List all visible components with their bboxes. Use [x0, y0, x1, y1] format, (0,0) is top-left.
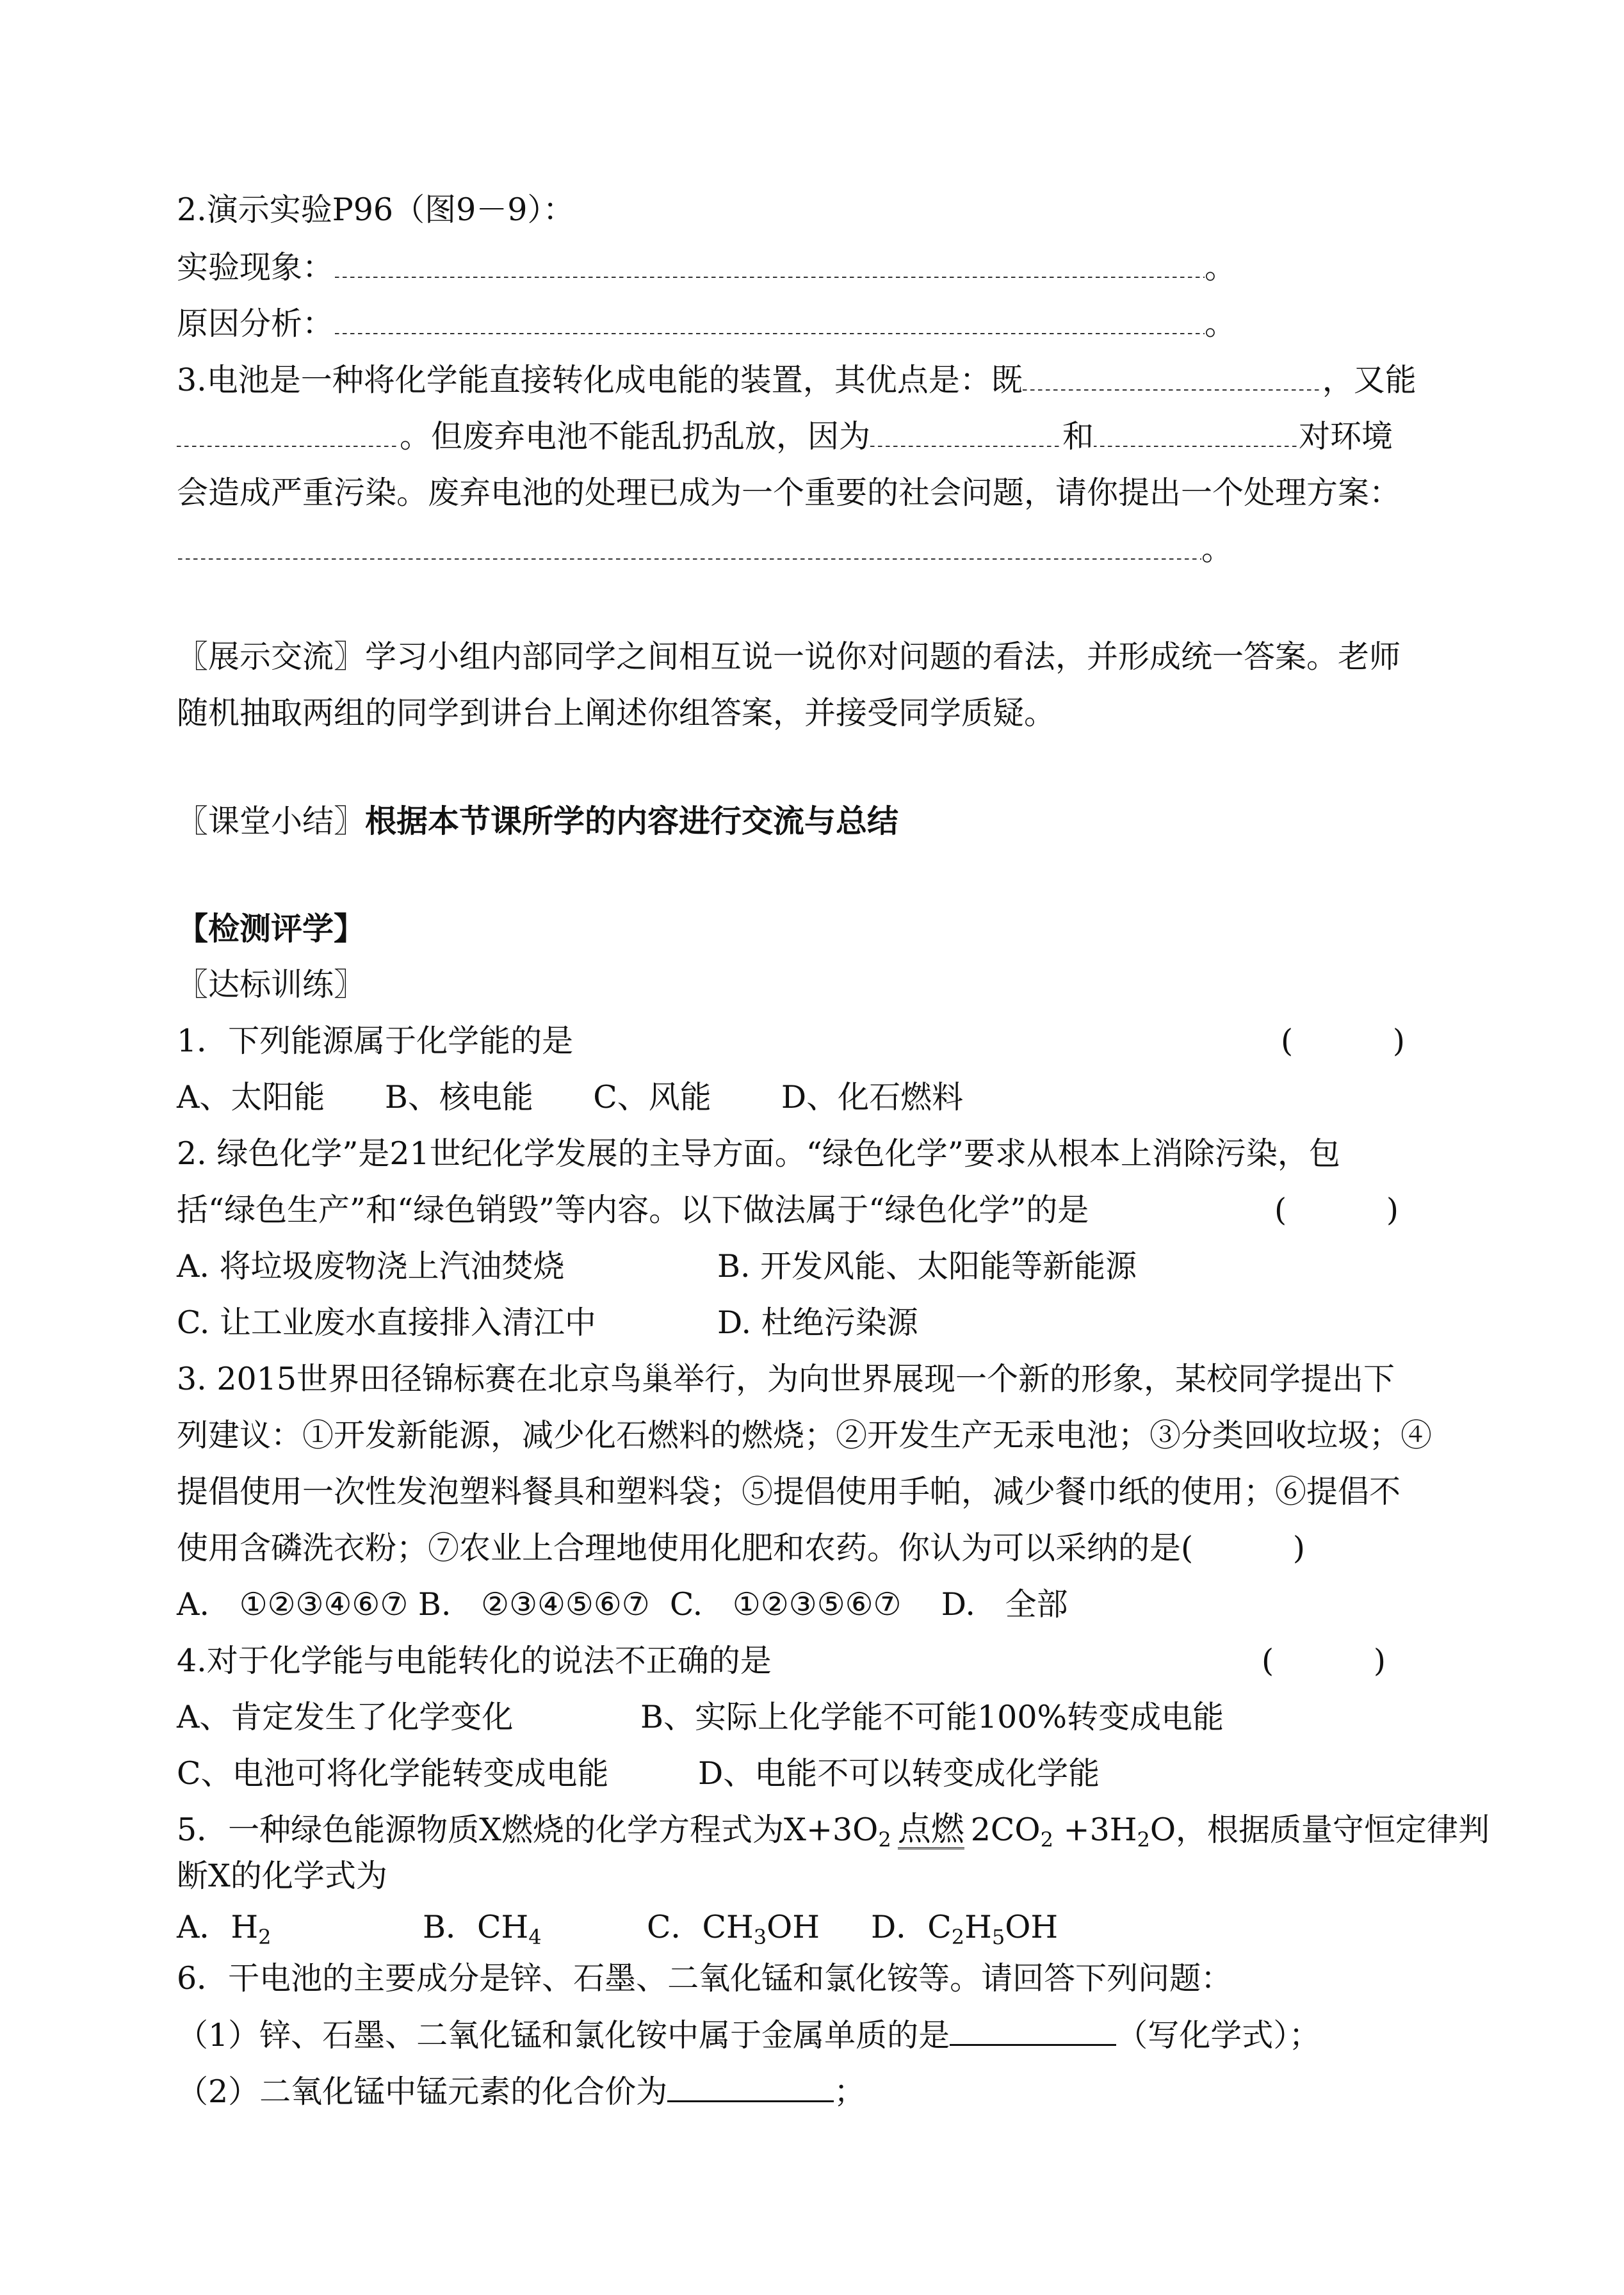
p2-option-a: A. 将垃圾废物浇上汽油焚烧 [177, 1248, 565, 1285]
observation-blank[interactable] [334, 250, 1205, 278]
p4-answer-paren[interactable]: ( ) [1262, 1642, 1386, 1679]
subscript: 2 [1137, 1828, 1150, 1852]
p6-text: （写化学式）； [1116, 2017, 1320, 2054]
period: 。 [1205, 305, 1237, 342]
q2-reason-line [177, 305, 1236, 343]
p5-text: O，根据质量守恒定律判 [1149, 1812, 1490, 1848]
p4-option-a: A、肯定发生了化学变化 [177, 1699, 514, 1735]
subscript: 2 [1040, 1828, 1053, 1852]
pollutant-blank-2[interactable] [1094, 419, 1299, 447]
p5-text: +3H [1063, 1812, 1137, 1848]
q3-line-4 [177, 530, 1233, 569]
observation-label: 实验现象： [177, 249, 334, 286]
p5-line-2: 断X的化学式为 [177, 1858, 387, 1894]
q2-title: 2.演示实验P96（图9－9）： [177, 191, 574, 228]
assess-title: 【检测评学】 [177, 910, 366, 947]
advantage-blank-1[interactable] [1023, 362, 1322, 391]
reason-blank[interactable] [334, 306, 1205, 334]
p5-option-d [871, 1908, 1058, 1947]
q3-text: 和 [1062, 418, 1094, 455]
p5-option-a [177, 1908, 271, 1947]
option-text: OH [1005, 1909, 1059, 1945]
p2-option-b: B. 开发风能、太阳能等新能源 [717, 1248, 1137, 1285]
p5-option-c [647, 1908, 820, 1947]
q3-line-2 [177, 418, 1393, 456]
metal-element-blank[interactable] [950, 2016, 1116, 2046]
subscript: 2 [951, 1925, 965, 1949]
p1-answer-paren[interactable]: ( ) [1281, 1023, 1405, 1059]
p4-stem: 4.对于化学能与电能转化的说法不正确的是 [177, 1642, 772, 1679]
p5-text: 2CO [970, 1812, 1041, 1848]
valence-blank[interactable] [667, 2072, 834, 2102]
subscript: 3 [753, 1925, 767, 1949]
p3-line-3: 提倡使用一次性发泡塑料餐具和塑料袋；⑤提倡使用手帕，减少餐巾纸的使用；⑥提倡不 [177, 1473, 1401, 1510]
q3-line-1 [177, 361, 1417, 400]
option-text: B．CH [423, 1909, 529, 1945]
assess-sub: 〖达标训练〗 [177, 966, 366, 1003]
option-text: C．CH [647, 1909, 754, 1945]
subscript: 5 [991, 1925, 1005, 1949]
q3-text: 。但废弃电池不能乱扔乱放，因为 [400, 418, 871, 455]
q2-observation-line [177, 248, 1236, 287]
solution-blank[interactable] [177, 531, 1201, 560]
q3-text: ，又能 [1322, 362, 1417, 398]
exchange-line-1: 〖展示交流〗学习小组内部同学之间相互说一说你对问题的看法，并形成统一答案。老师 [177, 638, 1401, 675]
p1-options: A、太阳能 B、核电能 C、风能 D、化石燃料 [177, 1079, 964, 1115]
subscript: 4 [528, 1925, 542, 1949]
q3-text: 3.电池是一种将化学能直接转化成电能的装置，其优点是：既 [177, 362, 1023, 398]
p4-option-d: D、电能不可以转变成化学能 [698, 1755, 1100, 1792]
p2-option-d: D. 杜绝污染源 [717, 1304, 918, 1341]
pollutant-blank-1[interactable] [870, 419, 1062, 447]
p6-sub-1 [177, 2016, 1320, 2055]
option-text: OH [767, 1909, 820, 1945]
p6-text: ； [834, 2073, 866, 2110]
subscript: 2 [878, 1828, 891, 1852]
summary-line [177, 802, 898, 841]
period: 。 [1205, 249, 1237, 286]
p3-line-4: 使用含磷洗衣粉；⑦农业上合理地使用化肥和农药。你认为可以采纳的是( ) [177, 1530, 1305, 1566]
p2-answer-paren[interactable]: ( ) [1274, 1192, 1399, 1228]
option-text: H [964, 1909, 992, 1945]
p5-line-1 [177, 1810, 1490, 1852]
p2-option-c: C. 让工业废水直接排入清江中 [177, 1304, 596, 1341]
p4-option-b: B、实际上化学能不可能100%转变成电能 [640, 1699, 1224, 1735]
option-text: A．H [177, 1909, 259, 1945]
q3-line-3: 会造成严重污染。废弃电池的处理已成为一个重要的社会问题，请你提出一个处理方案： [177, 474, 1401, 511]
reason-label: 原因分析： [177, 305, 334, 342]
subscript: 2 [258, 1925, 272, 1949]
summary-bracket: 〖课堂小结〗 [177, 803, 366, 839]
reaction-condition: 点燃 [897, 1810, 964, 1849]
p1-stem: 1．下列能源属于化学能的是 [177, 1023, 574, 1059]
exchange-line-2: 随机抽取两组的同学到讲台上阐述你组答案，并接受同学质疑。 [177, 695, 1056, 731]
advantage-blank-2[interactable] [177, 419, 400, 447]
option-text: D．C [871, 1909, 952, 1945]
p6-stem: 6．干电池的主要成分是锌、石墨、二氧化锰和氯化铵等。请回答下列问题： [177, 1960, 1233, 1997]
p2-line-1: 2. 绿色化学”是21世纪化学发展的主导方面。“绿色化学”要求从根本上消除污染，包 [177, 1135, 1340, 1172]
p4-option-c: C、电池可将化学能转变成电能 [177, 1755, 609, 1792]
p3-line-1: 3. 2015世界田径锦标赛在北京鸟巢举行，为向世界展现一个新的形象，某校同学提出下 [177, 1361, 1395, 1397]
p5-option-b [423, 1908, 542, 1947]
summary-text: 根据本节课所学的内容进行交流与总结 [365, 802, 899, 839]
p6-text: （2）二氧化锰中锰元素的化合价为 [177, 2073, 668, 2110]
p6-text: （1）锌、石墨、二氧化锰和氯化铵中属于金属单质的是 [177, 2017, 950, 2054]
q3-text: 对环境 [1299, 418, 1393, 455]
p2-line-2: 括“绿色生产”和“绿色销毁”等内容。以下做法属于“绿色化学”的是 [177, 1192, 1089, 1228]
period: 。 [1201, 531, 1233, 567]
p5-text: 5．一种绿色能源物质X燃烧的化学方程式为X+3O [177, 1812, 879, 1848]
p3-options: A. ①②③④⑥⑦ B. ②③④⑤⑥⑦ C. ①②③⑤⑥⑦ D. 全部 [177, 1586, 1068, 1623]
p3-line-2: 列建议：①开发新能源，减少化石燃料的燃烧；②开发生产无汞电池；③分类回收垃圾；④ [177, 1417, 1433, 1454]
p6-sub-2 [177, 2072, 865, 2111]
